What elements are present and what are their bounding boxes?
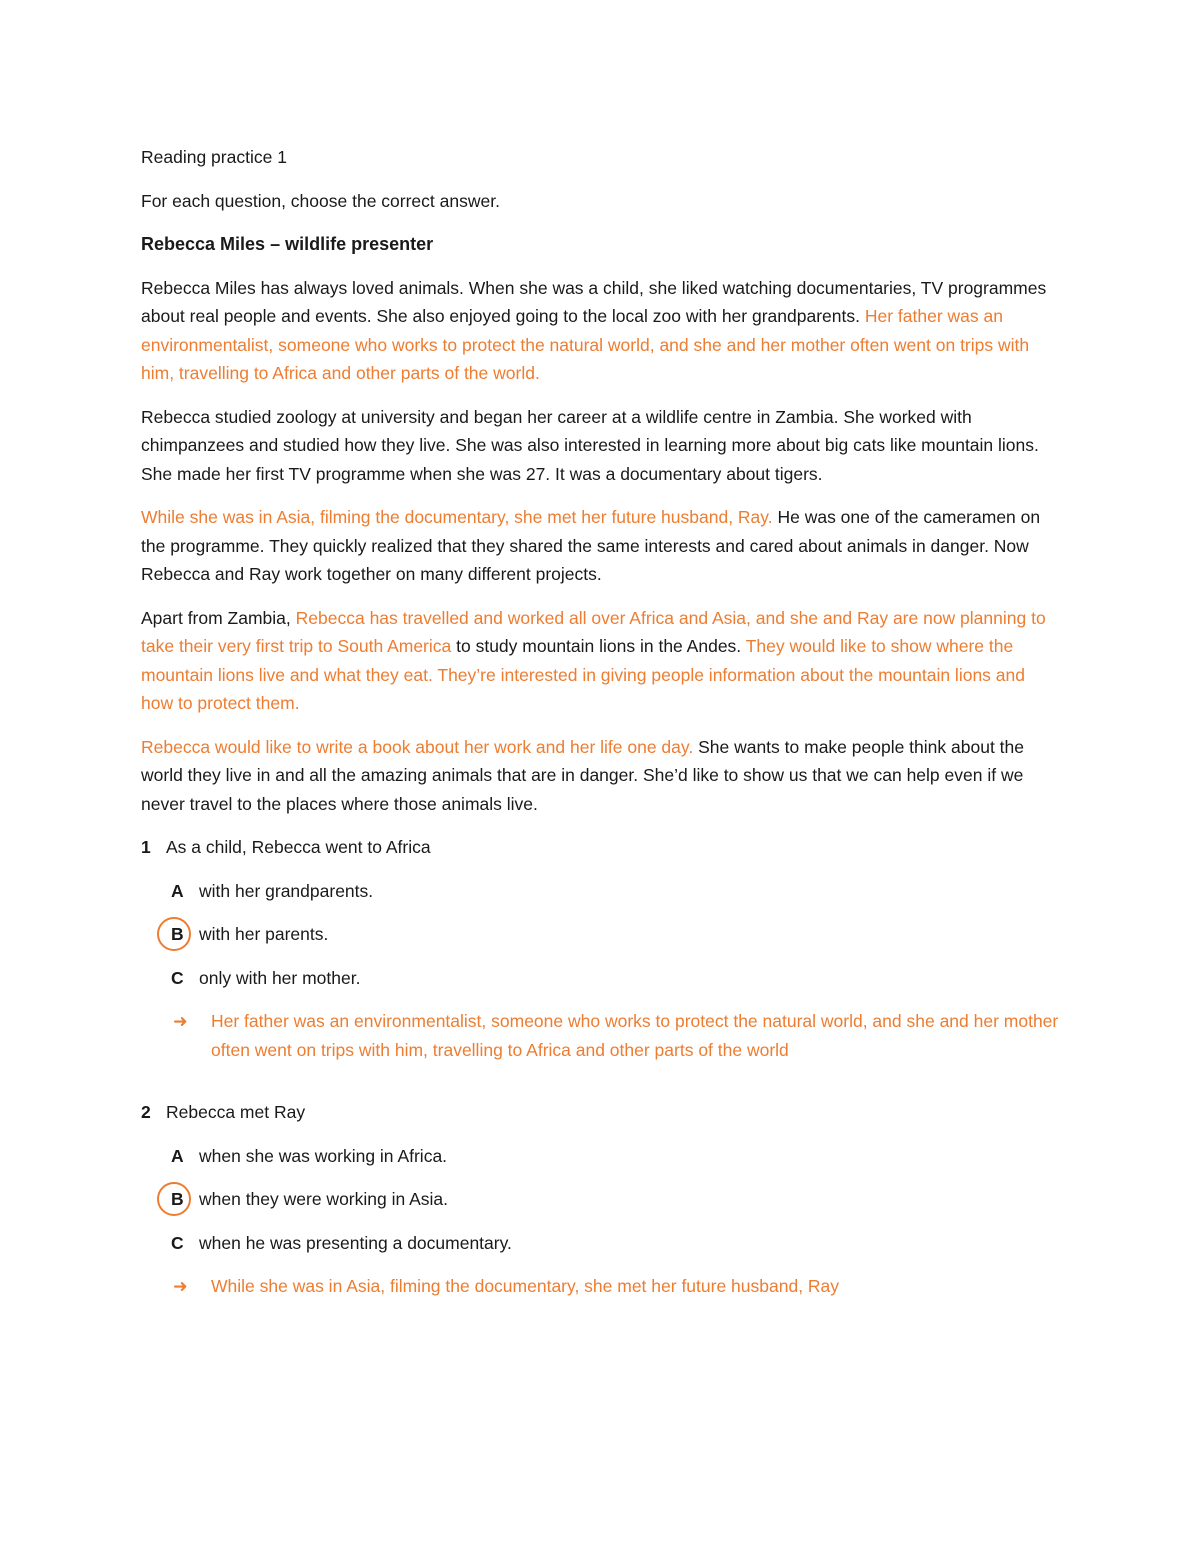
passage-paragraph-1 [141, 274, 1061, 388]
document-content [141, 143, 1061, 1301]
evidence-text: Her father was an environmentalist, someone who works to protect the natural world, and she and her mother often went on trips with him, travelling to Africa and other parts of the world [211, 1011, 1059, 1060]
highlighted-text: While she was in Asia, filming the documentary, she met her future husband, Ray. [141, 507, 773, 527]
document-title: Reading practice 1 [141, 147, 287, 167]
question-stem: As a child, Rebecca went to Africa [166, 837, 431, 857]
question-1-option-a [171, 877, 1061, 906]
evidence-text: While she was in Asia, filming the documentary, she met her future husband, Ray [211, 1276, 840, 1296]
passage-paragraph-3 [141, 503, 1061, 589]
highlighted-text: Her father was an environmentalist, someone who works to protect the natural world, and she and her mother often went on trips with him, travelling to Africa and other parts of the world. [141, 306, 1030, 383]
option-text: with her parents. [199, 924, 329, 944]
option-letter: A [171, 1145, 184, 1166]
answer-circle-mark [157, 1182, 191, 1216]
paragraph-text: to study mountain lions in the Andes. [451, 636, 746, 656]
option-text: when she was working in Africa. [199, 1145, 448, 1166]
option-text: only with her mother. [199, 967, 361, 988]
question-2-evidence [173, 1272, 1061, 1301]
passage-heading: Rebecca Miles – wildlife presenter [141, 234, 434, 254]
paragraph-text: She wants to make people think about the world they live in and all the amazing animals that are in danger. She’d like to show us that we can help even if we never travel to the places where those animals live. [141, 736, 1024, 814]
arrow-right-icon: ➜ [173, 1011, 188, 1031]
question-2-option-c [171, 1229, 1061, 1258]
question-1 [141, 833, 1061, 862]
paragraph-text: He was one of the cameramen on the programme. They quickly realized that they shared the same interests and cared about animals in danger. Now Rebecca and Ray work together on many different projects. [141, 507, 1041, 584]
passage-paragraph-2: Rebecca studied zoology at university and began her career at a wildlife centre in Zambia. She worked with chimpanzees and studied how they live. She was also interested in learning more about big cats like mountain lions. She made her first TV programme when she was 27. It was a documentary about tigers. [141, 406, 1039, 484]
option-letter-circled [171, 920, 199, 949]
option-letter-circled [171, 1185, 199, 1214]
highlighted-text: They would like to show where the mountain lions live and what they eat. They’re interested in giving people information about the mountain lions and how to protect them. [141, 636, 1025, 713]
passage-paragraph-4 [141, 604, 1061, 718]
paragraph-text: Apart from Zambia, [141, 607, 296, 628]
spacer [141, 1064, 1061, 1095]
question-number: 1 [141, 837, 151, 857]
highlighted-text: Rebecca would like to write a book about her work and her life one day. [141, 736, 694, 757]
highlighted-text: Rebecca has travelled and worked all over Africa and Asia, and she and Ray are now planning to take their very first trip to South America [141, 607, 1046, 656]
instruction-text: For each question, choose the correct answer. [141, 190, 500, 211]
question-stem: Rebecca met Ray [166, 1102, 306, 1122]
option-text: with her grandparents. [199, 880, 374, 901]
option-letter: C [171, 967, 184, 988]
question-2 [141, 1098, 1061, 1127]
option-letter: B [171, 1189, 184, 1209]
question-2-option-a [171, 1142, 1061, 1171]
question-1-option-b [171, 920, 1061, 949]
question-2-option-b [171, 1185, 1061, 1214]
question-1-option-c [171, 964, 1061, 993]
question-1-evidence [173, 1007, 1061, 1064]
option-letter: B [171, 924, 184, 944]
passage-paragraph-5 [141, 733, 1061, 819]
option-text: when they were working in Asia. [199, 1189, 449, 1209]
answer-circle-mark [157, 917, 191, 951]
option-text: when he was presenting a documentary. [199, 1232, 512, 1253]
option-letter: A [171, 880, 184, 901]
arrow-right-icon: ➜ [173, 1276, 188, 1296]
paragraph-text: Rebecca Miles has always loved animals. When she was a child, she liked watching documentaries, TV programmes about real people and events. She also enjoyed going to the local zoo with her grandparents. [141, 277, 1047, 326]
option-letter: C [171, 1232, 184, 1253]
question-number: 2 [141, 1102, 151, 1122]
